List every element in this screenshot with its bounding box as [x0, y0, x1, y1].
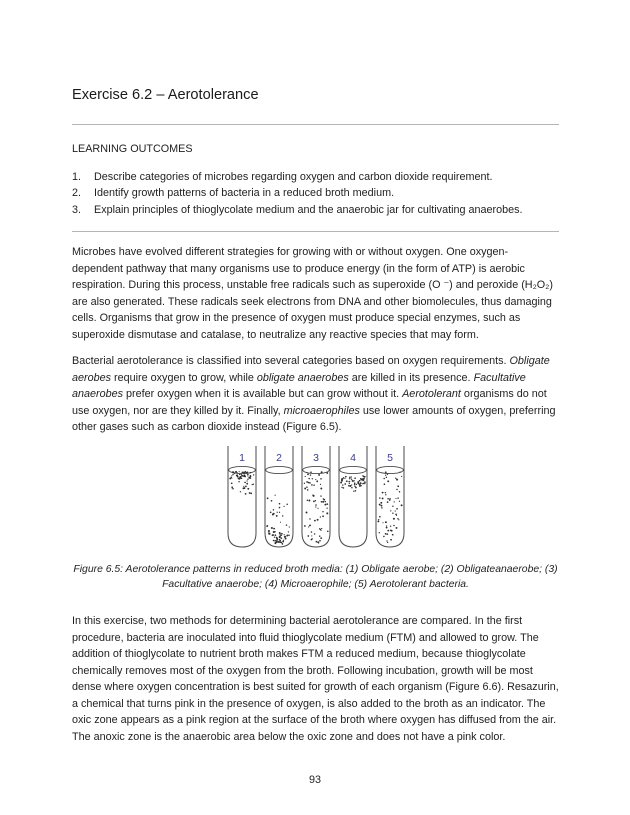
tube-number-label: 4 — [349, 451, 356, 464]
list-item-text: Describe categories of microbes regarding oxygen and carbon dioxide requirement. — [94, 170, 493, 183]
test-tube — [302, 446, 330, 547]
liquid-surface — [339, 466, 366, 473]
test-tube — [376, 446, 404, 547]
liquid-surface — [376, 466, 403, 473]
figure-caption: Figure 6.5: Aerotolerance patterns in reduced broth media: (1) Obligate aerobe; (2) Obligateanaerobe; (3) Facultative anaerobe; (4) Microaerophile; (5) Aerotolerant bacteria. — [73, 564, 558, 590]
list-item-text: Identify growth patterns of bacteria in a reduced broth medium. — [94, 187, 395, 199]
learning-outcomes-heading: LEARNING OUTCOMES — [72, 143, 193, 155]
list-item-number: 2. — [72, 187, 82, 199]
paragraph-exercise-methods: In this exercise, two methods for determining bacterial aerotolerance are compared. In the first procedure, bacteria are inoculated into fluid thioglycolate medium (FTM) and allowed to grow. The addition of thioglycolate to nutrient broth makes FTM a reduced medium, because thioglycolate chemically removes most of the oxygen from the broth. Following incubation, growth will be most dense where oxygen concentration is best suited for growth of each organism (Figure 6.6). Resazurin, a chemical that turns pink in the presence of oxygen, is also added to the broth as an indicator. The oxic zone appears as a pink region at the surface of the broth where oxygen has diffused from the air. The anoxic zone is the anaerobic area below the oxic zone and does not have a pink color. — [72, 615, 559, 743]
test-tube — [265, 446, 293, 547]
list-item-text: Explain principles of thioglycolate medium and the anaerobic jar for cultivating anaerobes. — [94, 203, 523, 216]
paragraph-aerotolerance-categories: Bacterial aerotolerance is classified into several categories based on oxygen requirements. Obligate aerobes require oxygen to grow, while obligate anaerobes are killed in its presence. Facultative anaerobes prefer oxygen when it is available but can grow without it. Aerotolerant organisms do not use oxygen, nor are they killed by it. Finally, microaerophiles use lower amounts of oxygen, preferring other gases such as carbon dioxide instead (Figure 6.5). — [72, 355, 556, 433]
aerotolerance-figure-svg — [227, 446, 405, 550]
list-item — [72, 169, 559, 186]
page-title: Exercise 6.2 – Aerotolerance — [72, 87, 259, 103]
list-item — [72, 185, 559, 202]
list-item-number: 1. — [72, 170, 82, 183]
test-tube — [228, 446, 256, 547]
liquid-surface — [265, 466, 292, 473]
learning-outcomes-list — [72, 169, 559, 219]
divider-middle — [72, 231, 559, 232]
list-item — [72, 202, 559, 219]
page-content — [72, 85, 559, 755]
divider-top — [72, 124, 559, 125]
tube-number-label: 3 — [312, 451, 319, 464]
page-number: 93 — [308, 774, 321, 786]
list-item-number: 3. — [72, 203, 82, 216]
paragraph-oxygen-strategies: Microbes have evolved different strategies for growing with or without oxygen. One oxygen-dependent pathway that many organisms use to produce energy (in the form of ATP) is aerobic respiration. During this process, unstable free radicals such as superoxide (O ⁻) and peroxide (H₂O₂) are also generated. These radicals seek electrons from DNA and other biomolecules, thus damaging cells. Organisms that grow in the presence of oxygen must produce special enzymes, such as superoxide dismutase and catalase, to neutralize any reactive species that may form. — [72, 246, 553, 341]
tube-number-label: 5 — [386, 451, 393, 464]
test-tube — [339, 446, 367, 547]
aerotolerance-figure — [72, 446, 559, 556]
tube-number-label: 2 — [275, 451, 282, 464]
tube-number-label: 1 — [238, 451, 245, 464]
